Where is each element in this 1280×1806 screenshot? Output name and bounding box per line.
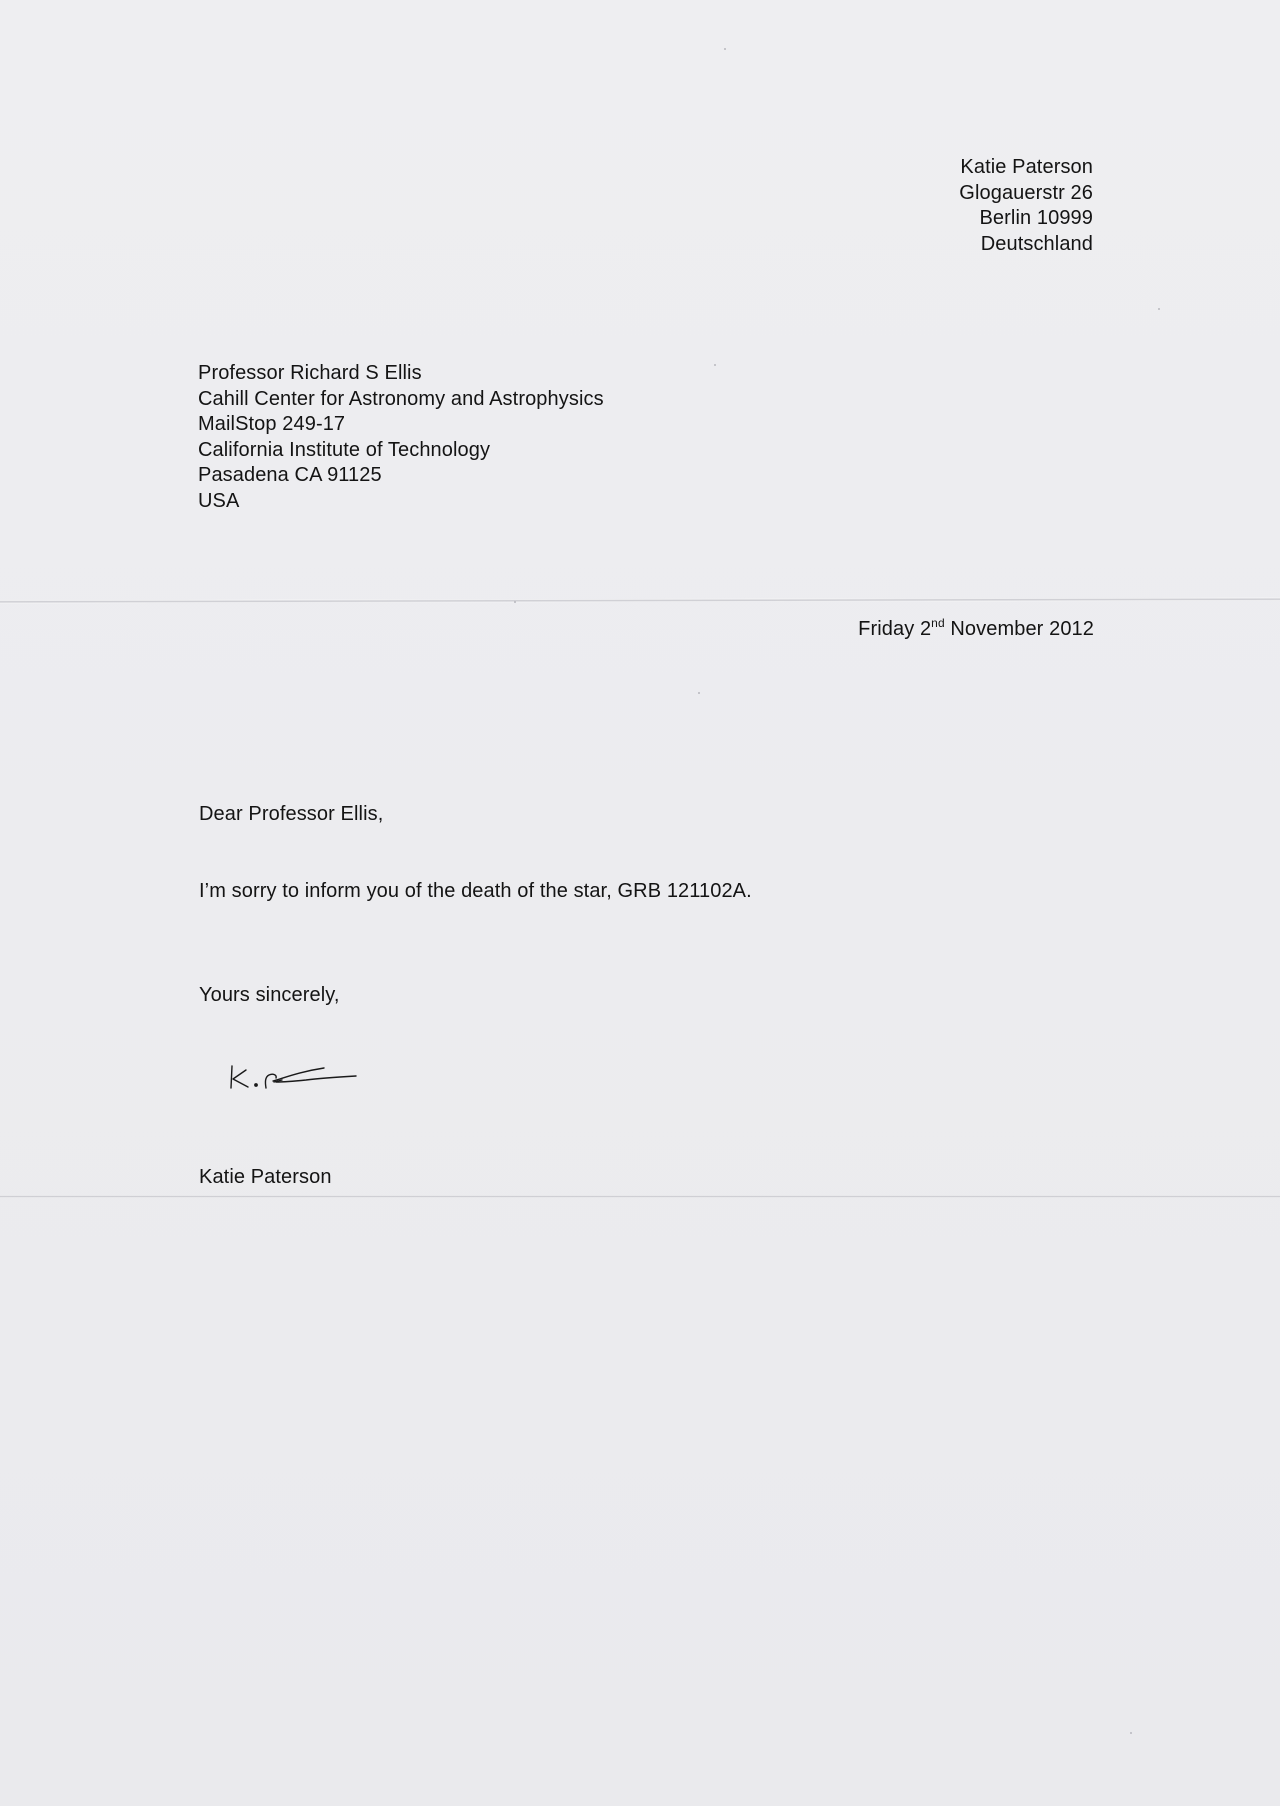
date-month-year: November 2012 — [944, 618, 1094, 640]
recipient-mailstop: MailStop 249-17 — [198, 413, 346, 435]
recipient-name: Professor Richard S Ellis — [198, 362, 422, 384]
sender-street: Glogauerstr 26 — [959, 181, 1093, 204]
closing: Yours sincerely, — [199, 984, 340, 1006]
handwritten-signature-icon — [226, 1060, 376, 1096]
paper-fold-line — [0, 598, 1280, 604]
paper-speck — [1158, 308, 1160, 310]
recipient-institution: California Institute of Technology — [198, 438, 491, 461]
recipient-department: Cahill Center for Astronomy and Astrophysics — [198, 387, 604, 410]
signatory-name: Katie Paterson — [199, 1166, 332, 1188]
paper-speck — [698, 692, 700, 694]
sender-city: Berlin 10999 — [979, 207, 1093, 229]
paper-fold-line — [0, 1195, 1280, 1198]
sender-name: Katie Paterson — [960, 156, 1093, 178]
paper-speck — [724, 48, 726, 50]
recipient-country: USA — [198, 489, 240, 512]
recipient-city: Pasadena CA 91125 — [198, 464, 382, 486]
sender-address — [959, 155, 1093, 257]
salutation: Dear Professor Ellis, — [199, 803, 384, 825]
recipient-address — [198, 361, 604, 514]
paper-speck — [714, 364, 716, 366]
paper-speck — [514, 601, 516, 603]
letter-body: I’m sorry to inform you of the death of the star, GRB 121102A. — [199, 880, 752, 902]
sender-country: Deutschland — [980, 232, 1093, 255]
letter-date — [858, 617, 1094, 645]
date-ordinal-suffix: nd — [931, 616, 945, 630]
date-day: Friday 2 — [858, 618, 932, 640]
paper-speck — [1130, 1732, 1132, 1734]
